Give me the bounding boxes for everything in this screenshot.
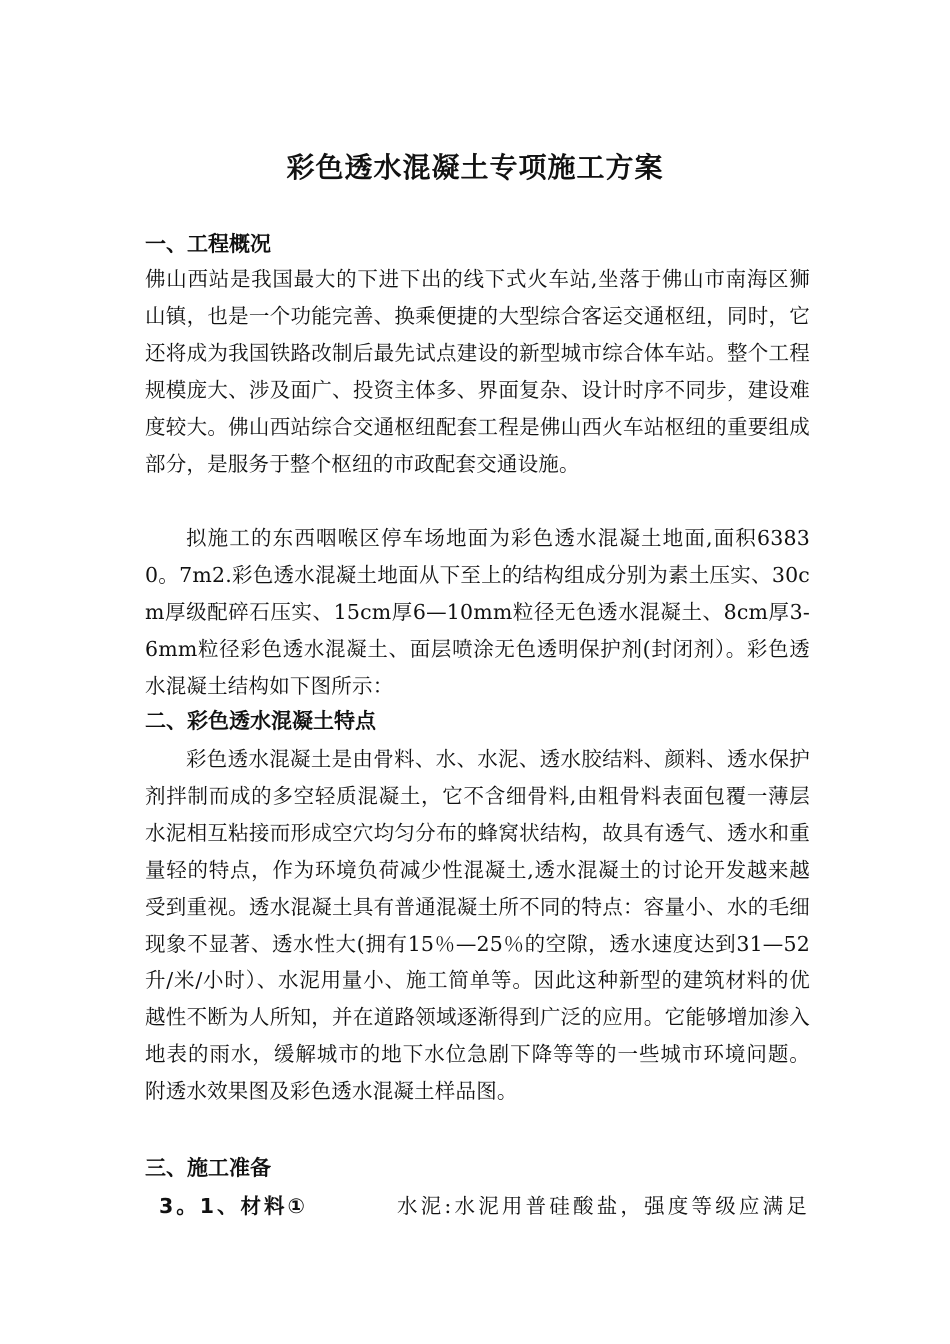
- section-heading-overview: 一、工程概况: [145, 232, 271, 256]
- overview-paragraph-2: 拟施工的东西咽喉区停车场地面为彩色透水混凝土地面,面积63830。7m2.彩色透水混凝土地面从下至上的结构组成分别为素土压实、30cm厚级配碎石压实、15cm厚6—10mm粒径无色透水混凝土、8cm厚3-6mm粒径彩色透水混凝土、面层喷涂无色透明保护剂(封闭剂）。彩色透水混凝土结构如下图所示：: [145, 526, 810, 698]
- materials-lead: 3。1、材料①: [159, 1194, 308, 1218]
- overview-paragraph-1: 佛山西站是我国最大的下进下出的线下式火车站,坐落于佛山市南海区狮山镇，也是一个功能完善、换乘便捷的大型综合客运交通枢纽，同时，它还将成为我国铁路改制后最先试点建设的新型城市综合体车站。整个工程规模庞大、涉及面广、投资主体多、界面复杂、设计时序不同步，建设难度较大。佛山西站综合交通枢纽配套工程是佛山西火车站枢纽的重要组成部分，是服务于整个枢纽的市政配套交通设施。: [145, 267, 810, 476]
- section-heading-features: 二、彩色透水混凝土特点: [145, 709, 376, 733]
- materials-line: [145, 1188, 810, 1224]
- materials-cement-text: 水泥:水泥用普硅酸盐，强度等级应满足: [396, 1194, 810, 1218]
- section-heading-preparation: 三、施工准备: [145, 1156, 271, 1180]
- features-paragraph: 彩色透水混凝土是由骨料、水、水泥、透水胶结料、颜料、透水保护剂拌制而成的多空轻质混凝土，它不含细骨料,由粗骨料表面包覆一薄层水泥相互粘接而形成空穴均匀分布的蜂窝状结构，故具有透气、透水和重量轻的特点，作为环境负荷减少性混凝土,透水混凝土的讨论开发越来越受到重视。透水混凝土具有普通混凝土所不同的特点：容量小、水的毛细现象不显著、透水性大(拥有15％—25％的空隙，透水速度达到31—52升/米/小时）、水泥用量小、施工简单等。因此这种新型的建筑材料的优越性不断为人所知，并在道路领域逐渐得到广泛的应用。它能够增加渗入地表的雨水，缓解城市的地下水位急剧下降等等的一些城市环境问题。 附透水效果图及彩色透水混凝土样品图。: [145, 747, 810, 1104]
- document-title: 彩色透水混凝土专项施工方案: [286, 151, 664, 184]
